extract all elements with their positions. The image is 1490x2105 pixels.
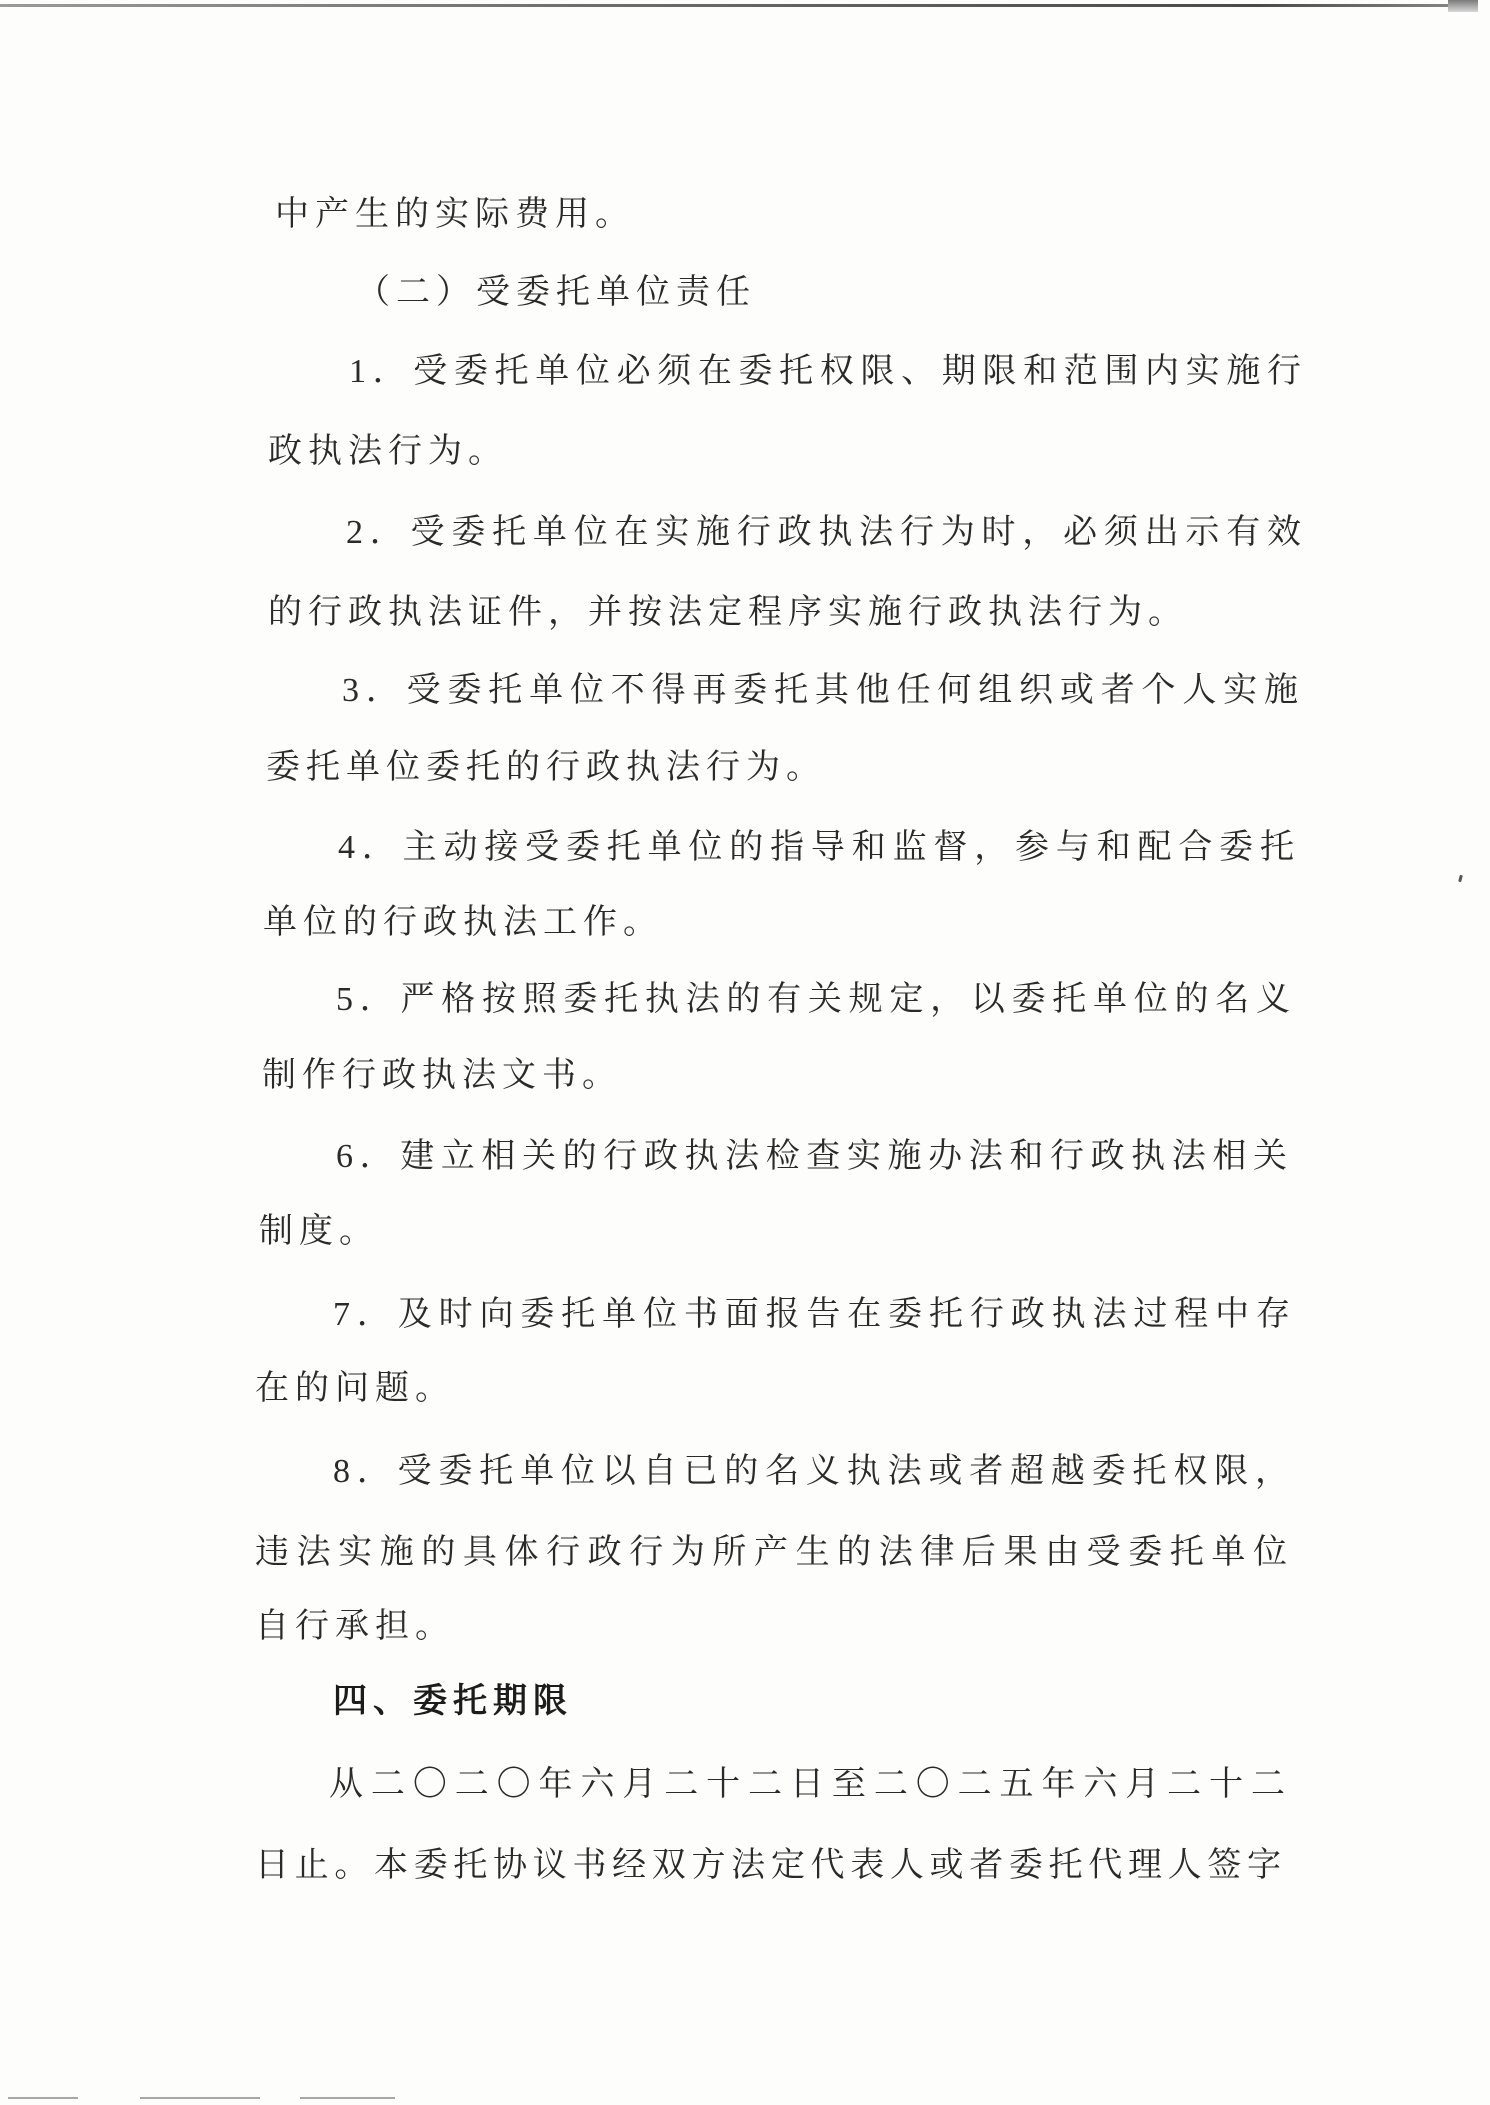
document-line: 违法实施的具体行政行为所产生的法律后果由受委托单位 bbox=[255, 1534, 1288, 1571]
document-line: 中产生的实际费用。 bbox=[275, 196, 635, 233]
document-line: 的行政执法证件，并按法定程序实施行政执法行为。 bbox=[268, 594, 1188, 631]
document-line: 在的问题。 bbox=[255, 1370, 455, 1407]
document-line: 5．严格按照委托执法的有关规定，以委托单位的名义 bbox=[336, 981, 1291, 1018]
document-line: 制度。 bbox=[259, 1213, 379, 1250]
document-line: 制作行政执法文书。 bbox=[262, 1057, 622, 1094]
document-line: 4．主动接受委托单位的指导和监督，参与和配合委托 bbox=[338, 829, 1295, 866]
document-line: 政执法行为。 bbox=[268, 433, 508, 470]
document-line: 委托单位委托的行政执法行为。 bbox=[266, 749, 826, 786]
scan-speck bbox=[1458, 875, 1463, 883]
section-heading: 四、委托期限 bbox=[333, 1683, 573, 1720]
document-line: 自行承担。 bbox=[255, 1608, 455, 1645]
document-line: 从二〇二〇年六月二十二日至二〇二五年六月二十二 bbox=[329, 1766, 1286, 1803]
document-line: 单位的行政执法工作。 bbox=[263, 904, 663, 941]
scan-edge-bottom-line bbox=[300, 2097, 395, 2099]
document-line: 7．及时向委托单位书面报告在委托行政执法过程中存 bbox=[333, 1296, 1291, 1333]
document-line: 3．受委托单位不得再委托其他任何组织或者个人实施 bbox=[342, 672, 1299, 709]
scan-edge-top-line bbox=[0, 4, 1478, 7]
document-line: 8．受委托单位以自已的名义执法或者超越委托权限， bbox=[333, 1453, 1290, 1490]
document-line: 日止。本委托协议书经双方法定代表人或者委托代理人签字 bbox=[255, 1847, 1282, 1884]
document-line: 1．受委托单位必须在委托权限、期限和范围内实施行 bbox=[349, 353, 1302, 390]
scan-edge-bottom-line bbox=[8, 2097, 78, 2099]
document-line: 2．受委托单位在实施行政执法行为时，必须出示有效 bbox=[346, 514, 1302, 551]
scan-edge-bottom-line bbox=[140, 2097, 260, 2099]
scan-edge-corner-shadow bbox=[1448, 0, 1478, 12]
document-line: 6．建立相关的行政执法检查实施办法和行政执法相关 bbox=[336, 1138, 1288, 1175]
section-heading: （二）受委托单位责任 bbox=[356, 274, 756, 311]
